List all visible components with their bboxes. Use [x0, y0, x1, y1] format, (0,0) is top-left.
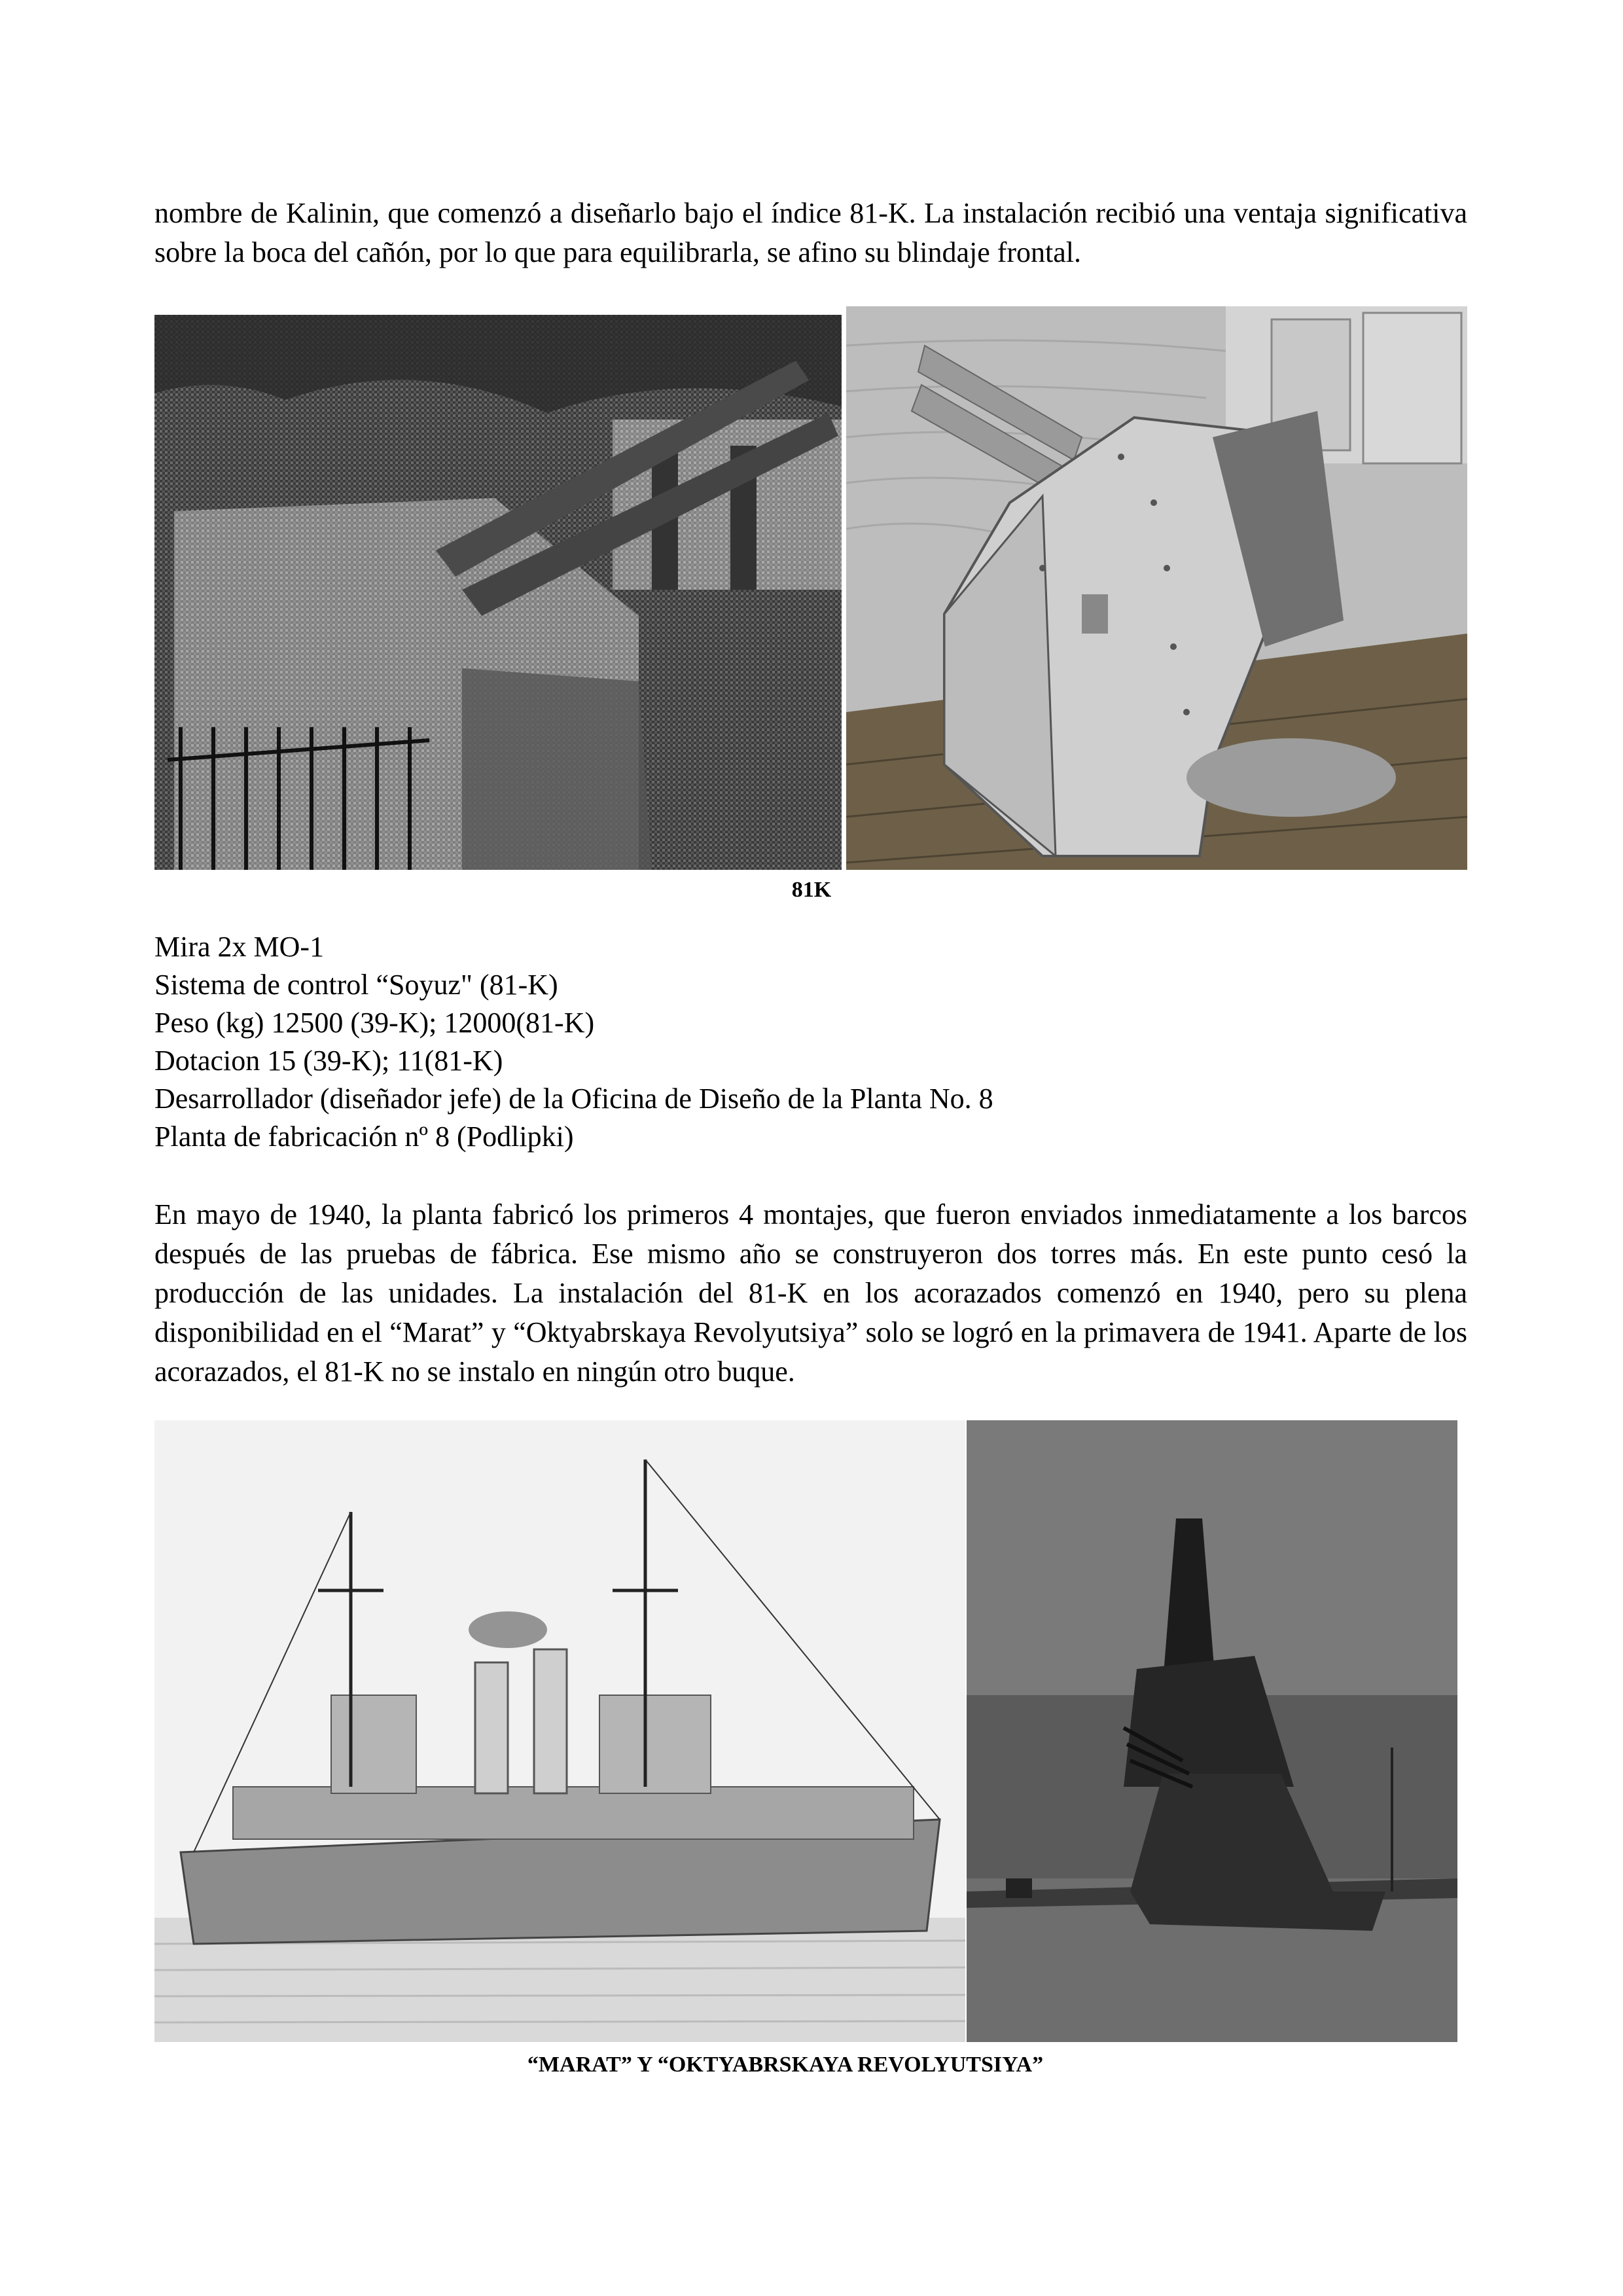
- spec-sight: Mira 2x MO-1: [154, 931, 325, 963]
- spec-weight: Peso (kg) 12500 (39-K); 12000(81-K): [154, 1007, 595, 1039]
- figure1-caption: 81K: [791, 878, 832, 902]
- intro-paragraph: nombre de Kalinin, que comenzó a diseñarlo bajo el índice 81-K. La instalación recibió una ventaja significativa sobre la boca del cañón, por lo que para equilibrarla, se afino su blindaje frontal.: [154, 197, 1467, 268]
- spec-control-system: Sistema de control “Soyuz" (81-K): [154, 969, 558, 1001]
- battleship-photo-light: [154, 1420, 965, 2042]
- spec-manufacturer: Planta de fabricación nº 8 (Podlipki): [154, 1121, 574, 1153]
- figure2-caption: “MARAT” Y “OKTYABRSKAYA REVOLYUTSIYA”: [527, 2053, 1044, 2077]
- spec-developer: Desarrollador (diseñador jefe) de la Oficina de Diseño de la Planta No. 8: [154, 1083, 993, 1115]
- specs-list: [154, 928, 1467, 1156]
- twin-gun-turret-photo-grainy: [154, 315, 842, 870]
- spec-crew: Dotacion 15 (39-K); 11(81-K): [154, 1045, 503, 1077]
- battleship-photo-dark: [967, 1420, 1457, 2042]
- history-paragraph: En mayo de 1940, la planta fabricó los primeros 4 montajes, que fueron enviados inmediatamente a los barcos después de las pruebas de fábrica. Ese mismo año se construyeron dos torres más. En este punto cesó la producción de las unidades. La instalación del 81-K en los acorazados comenzó en 1940, pero su plena disponibilidad en el “Marat” y “Oktyabrskaya Revolyutsiya” solo se logró en la primavera de 1941. Aparte de los acorazados, el 81-K no se instalo en ningún otro buque.: [154, 1198, 1467, 1388]
- twin-gun-turret-photo-on-deck: [846, 306, 1467, 870]
